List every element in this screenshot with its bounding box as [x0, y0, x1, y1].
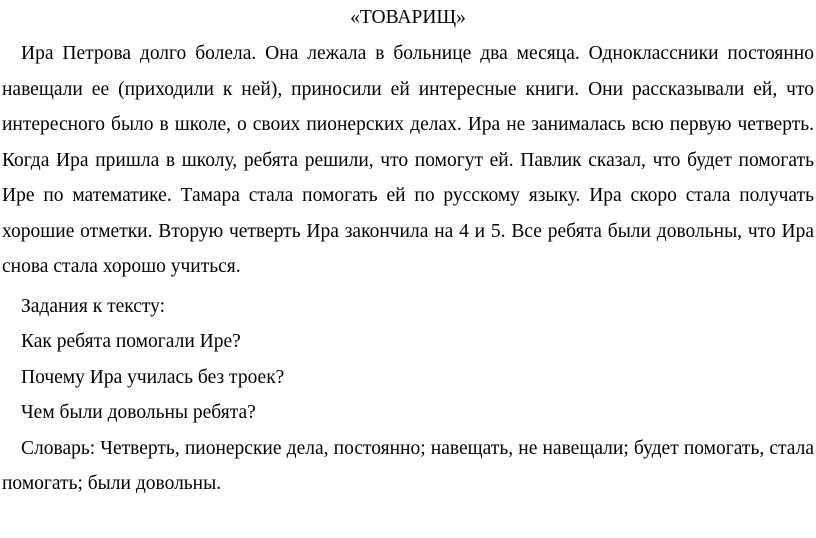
question-item: Как ребята помогали Ире? [21, 331, 241, 352]
question-item: Почему Ира училась без троек? [21, 366, 285, 388]
tasks-heading: Задания к тексту: [21, 295, 166, 317]
question-item: Чем были довольны ребята? [21, 402, 256, 423]
document-title: «ТОВАРИЩ» [350, 7, 466, 28]
vocabulary-paragraph: Словарь: Четверть, пионерские дела, постоянно; навещать, не навещали; будет помогать, стала помогать; были довольны. [2, 437, 814, 494]
story-paragraph: Ира Петрова долго болела. Она лежала в больнице два месяца. Одноклассники постоянно навещали ее (приходили к ней), приносили ей интересные книги. Они рассказывали ей, что интересного было в школе, о своих пионерских делах. Ира не занималась всю первую четверть. Когда Ира пришла в школу, ребята решили, что помогут ей. Павлик сказал, что будет помогать Ире по математике. Тамара стала помогать ей по русскому языку. Ира скоро стала получать хорошие отметки. Вторую четверть Ира закончила на 4 и 5. Все ребята были довольны, что Ира снова стала хорошо учиться. [2, 43, 814, 277]
